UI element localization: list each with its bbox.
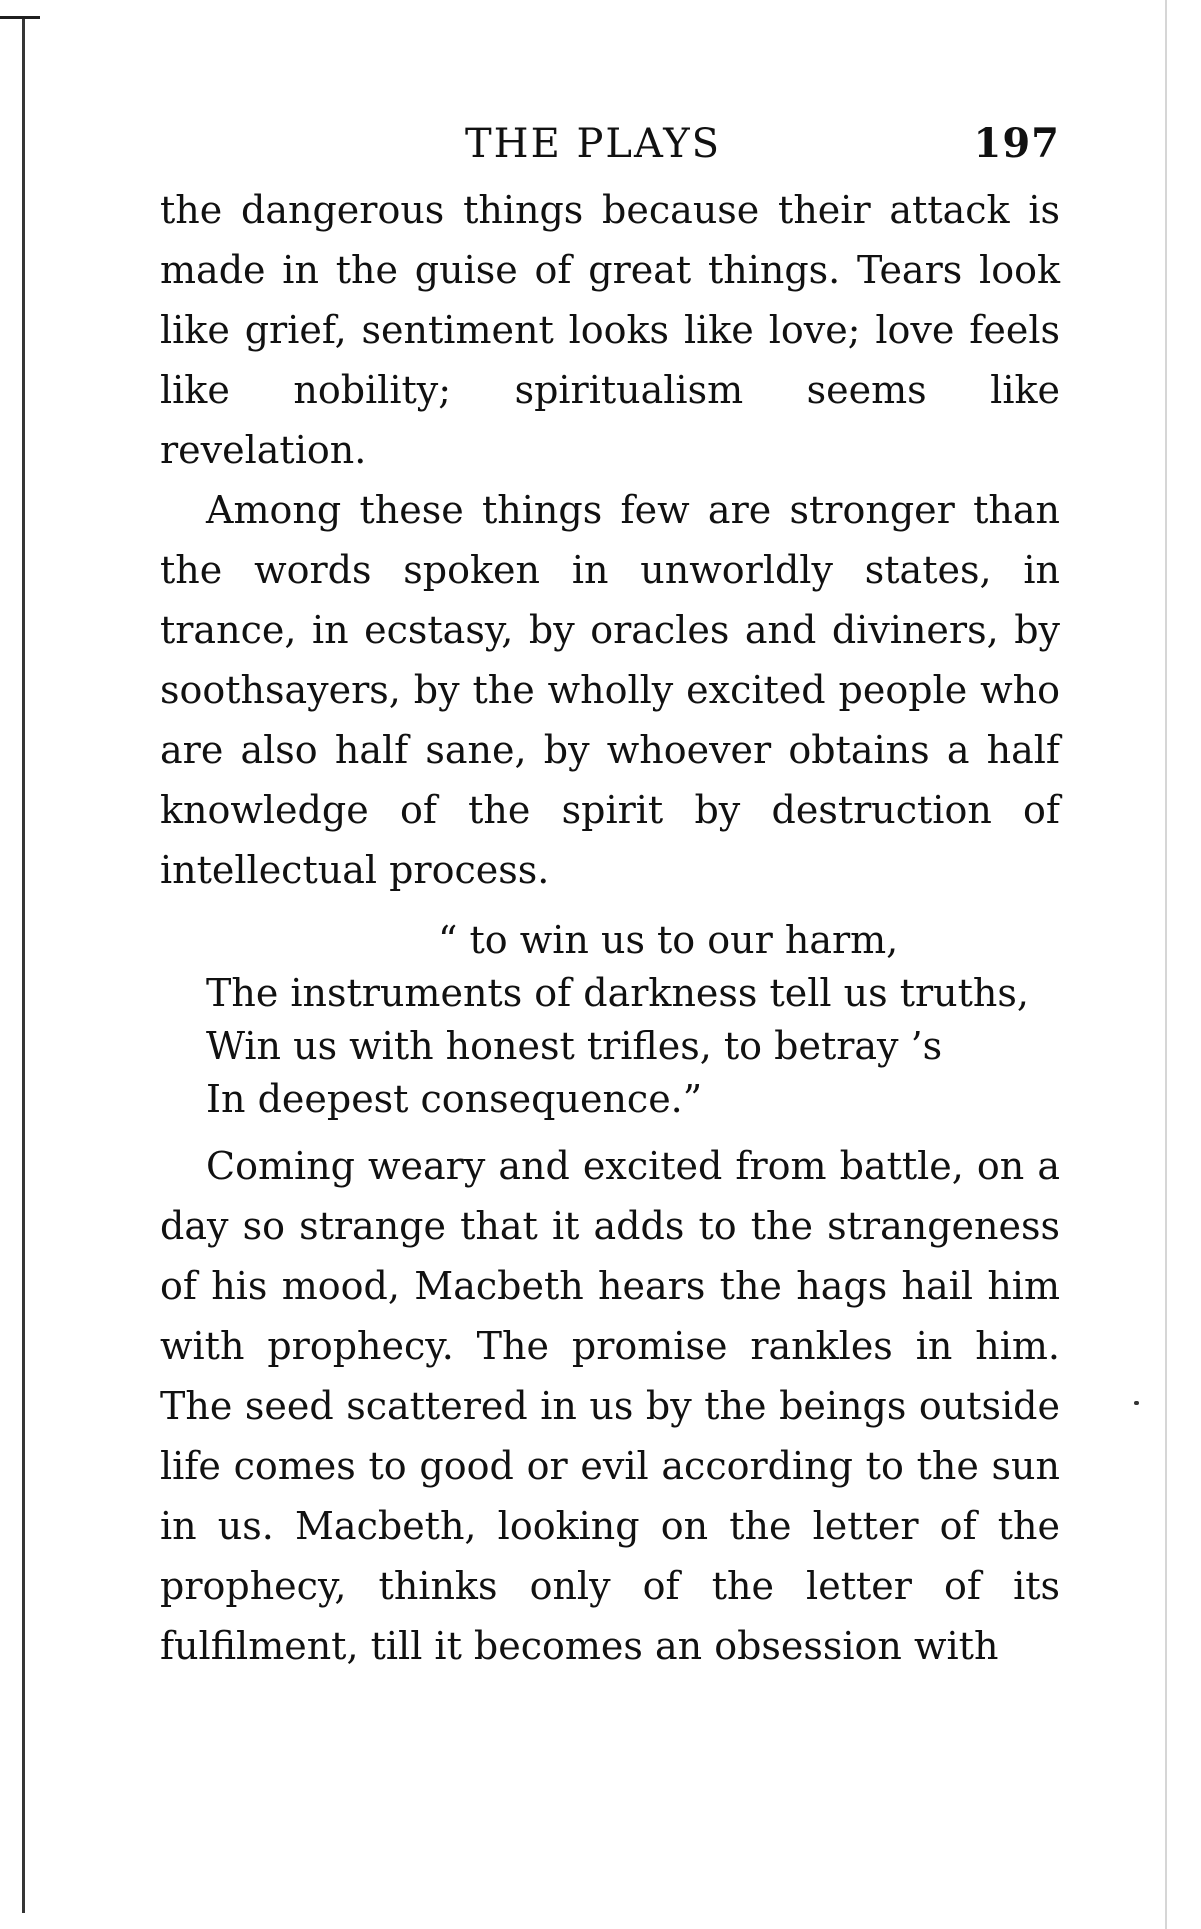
scan-border-top xyxy=(0,16,40,19)
quote-line: The instruments of darkness tell us truths, xyxy=(206,971,1029,1015)
paragraph-coming: Coming weary and excited from battle, on a day so strange that it adds to the strangeness of his mood, Macbeth hears the hags hail him with prophecy. The promise rankles in him. The seed scattered in us by the beings outside life comes to good or evil according to the sun in us. Macbeth, looking on the letter of the prophecy, thinks only of the letter of its fulfilment, till it becomes an obsession with xyxy=(160,1144,1060,1668)
page-number: 197 xyxy=(973,120,1060,167)
scan-speck xyxy=(1134,1401,1139,1405)
block-quotation xyxy=(206,914,1060,1126)
paragraph-continued: the dangerous things because their attack is made in the guise of great things. Tears look like grief, sentiment looks like love; love feels like nobility; spiritualism seems like revelation. xyxy=(160,188,1060,472)
running-title: THE PLAYS xyxy=(465,121,722,167)
quote-line: In deepest consequence.” xyxy=(206,1077,703,1121)
quote-line: “ to win us to our harm, xyxy=(438,918,899,962)
paragraph-among: Among these things few are stronger than the words spoken in unworldly states, in trance, in ecstasy, by oracles and diviners, by soothsayers, by the wholly excited people who are also half sane, by whoever obtains a half knowledge of the spirit by destruction of intellectual process. xyxy=(160,488,1060,892)
quote-line: Win us with honest trifles, to betray ’s xyxy=(206,1024,943,1068)
running-head xyxy=(160,120,1060,172)
scan-border-right xyxy=(1165,0,1167,1929)
page-text-block xyxy=(160,120,1060,1760)
scan-border-left xyxy=(22,18,25,1913)
